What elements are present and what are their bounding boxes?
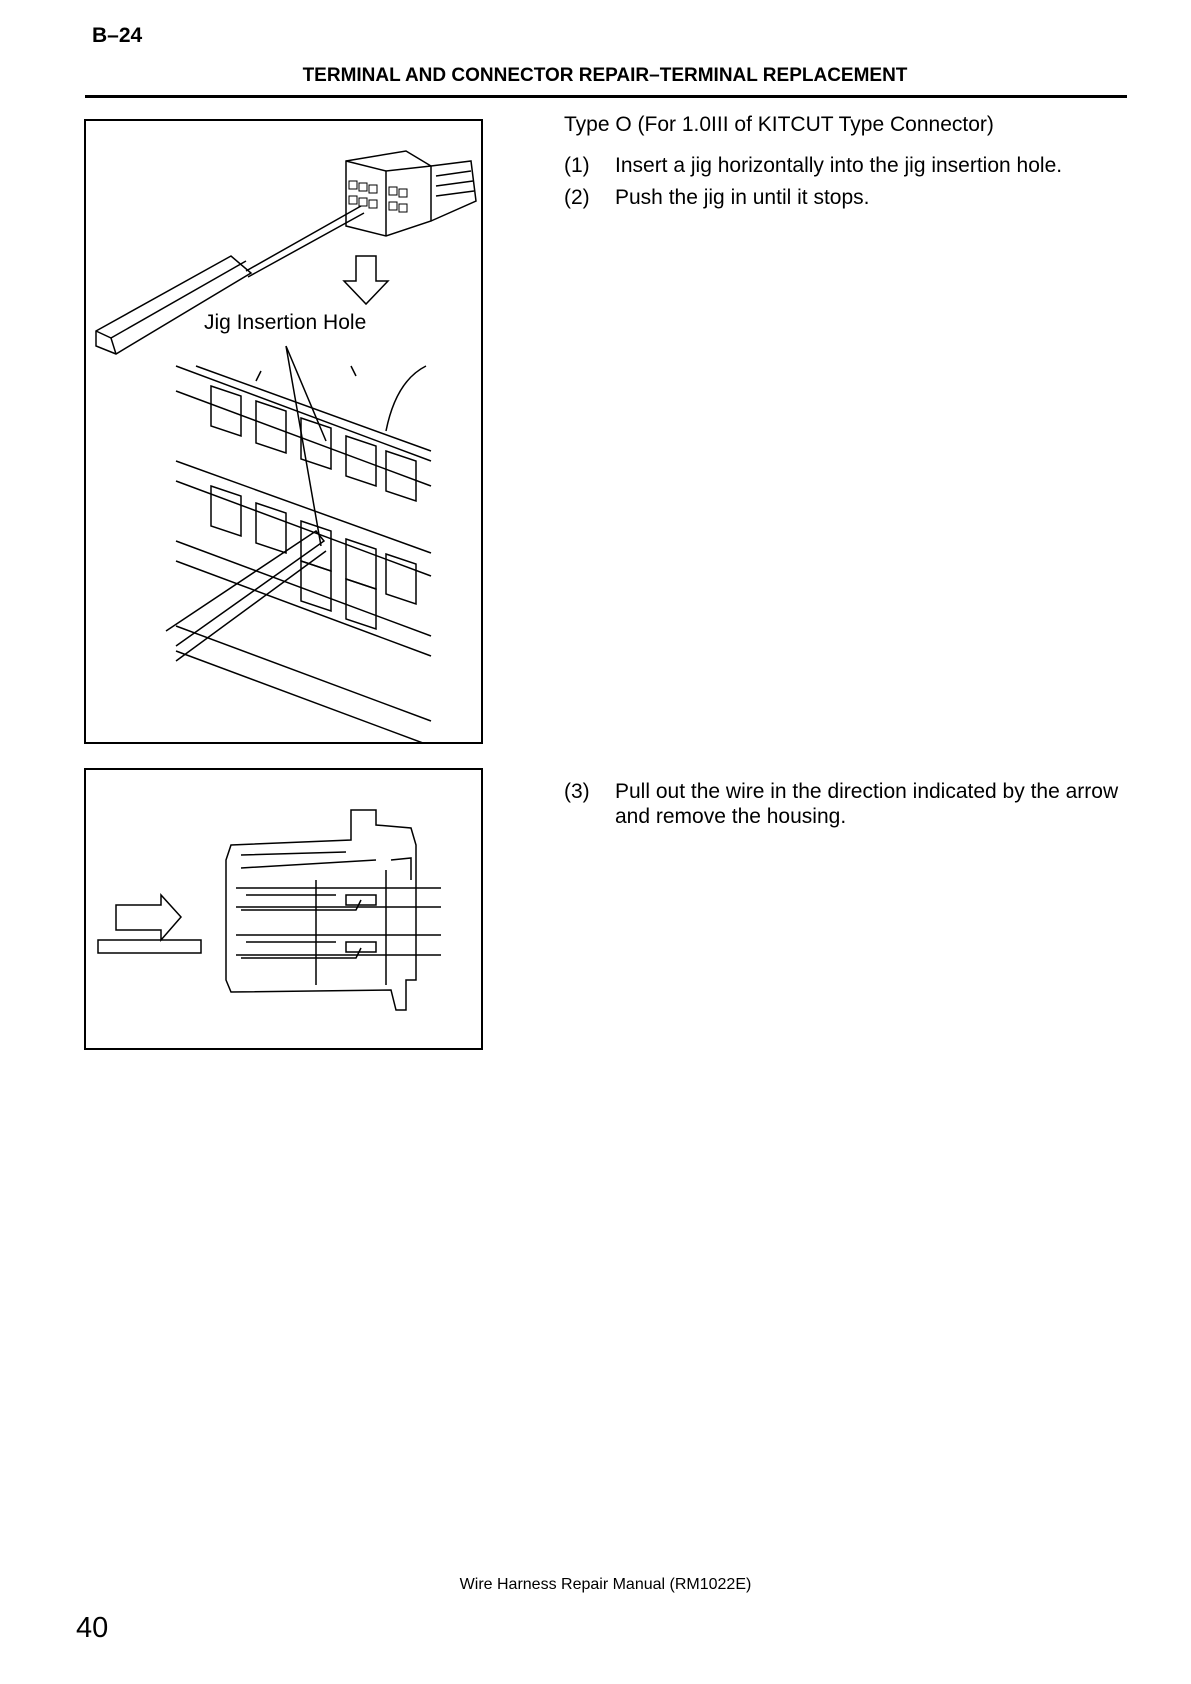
jig-insertion-hole-label: Jig Insertion Hole [204, 311, 367, 334]
page-number: 40 [76, 1612, 109, 1644]
connector-jig-illustration [86, 121, 481, 742]
section-code: B–24 [92, 24, 143, 47]
step-number: (3) [564, 780, 590, 803]
header-divider [85, 95, 1127, 98]
page-title: TERMINAL AND CONNECTOR REPAIR–TERMINAL REPLACEMENT [302, 65, 908, 86]
type-heading: Type O (For 1.0III of KITCUT Type Connector) [564, 113, 994, 136]
step-text: Insert a jig horizontally into the jig insertion hole. [615, 154, 1063, 177]
step-number: (2) [564, 186, 590, 209]
figure-pull-wire [84, 768, 483, 1050]
step-text: Push the jig in until it stops. [615, 186, 870, 209]
step-number: (1) [564, 154, 590, 177]
pull-direction-arrow [116, 895, 181, 940]
step-text: Pull out the wire in the direction indicated by the arrow and remove the housing. [615, 780, 1119, 828]
figure-jig-insertion [84, 119, 483, 744]
housing-cross-section-illustration [86, 770, 481, 1048]
footer-manual-title: Wire Harness Repair Manual (RM1022E) [459, 1576, 752, 1593]
